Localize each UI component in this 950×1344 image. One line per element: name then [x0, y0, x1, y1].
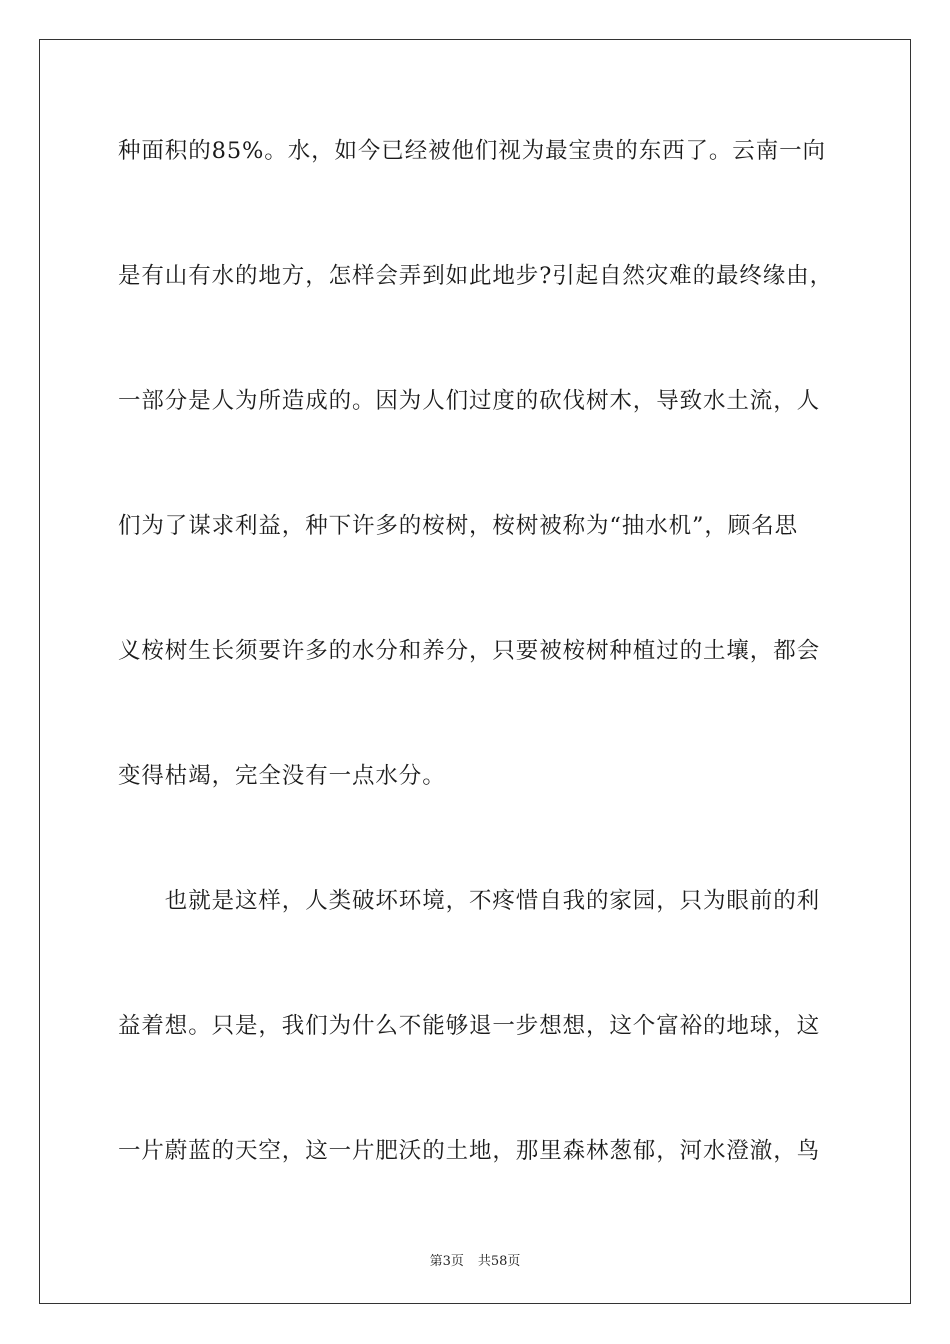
- paragraph-line: 变得枯竭，完全没有一点水分。: [118, 763, 446, 789]
- paragraph-line: 种面积的85%。水，如今已经被他们视为最宝贵的东西了。云南一向: [118, 138, 826, 164]
- page-number: 第3页: [429, 1254, 464, 1269]
- page-border: [39, 39, 911, 1304]
- paragraph-line: 一片蔚蓝的天空，这一片肥沃的土地，那里森林葱郁，河水澄澈，鸟: [118, 1138, 821, 1164]
- paragraph-line: 益着想。只是，我们为什么不能够退一步想想，这个富裕的地球，这: [118, 1013, 821, 1039]
- paragraph-line: 们为了谋求利益，种下许多的桉树，桉树被称为“抽水机”，顾名思: [118, 513, 799, 539]
- paragraph-line: 一部分是人为所造成的。因为人们过度的砍伐树木，导致水土流，人: [118, 388, 821, 414]
- page-footer: [0, 1250, 950, 1269]
- paragraph-line: 也就是这样，人类破坏环境，不疼惜自我的家园，只为眼前的利: [118, 888, 821, 914]
- paragraph-line: 义桉树生长须要许多的水分和养分，只要被桉树种植过的土壤，都会: [118, 638, 821, 664]
- page-total: 共58页: [477, 1254, 521, 1269]
- paragraph-line: 是有山有水的地方，怎样会弄到如此地步?引起自然灾难的最终缘由，: [118, 263, 833, 289]
